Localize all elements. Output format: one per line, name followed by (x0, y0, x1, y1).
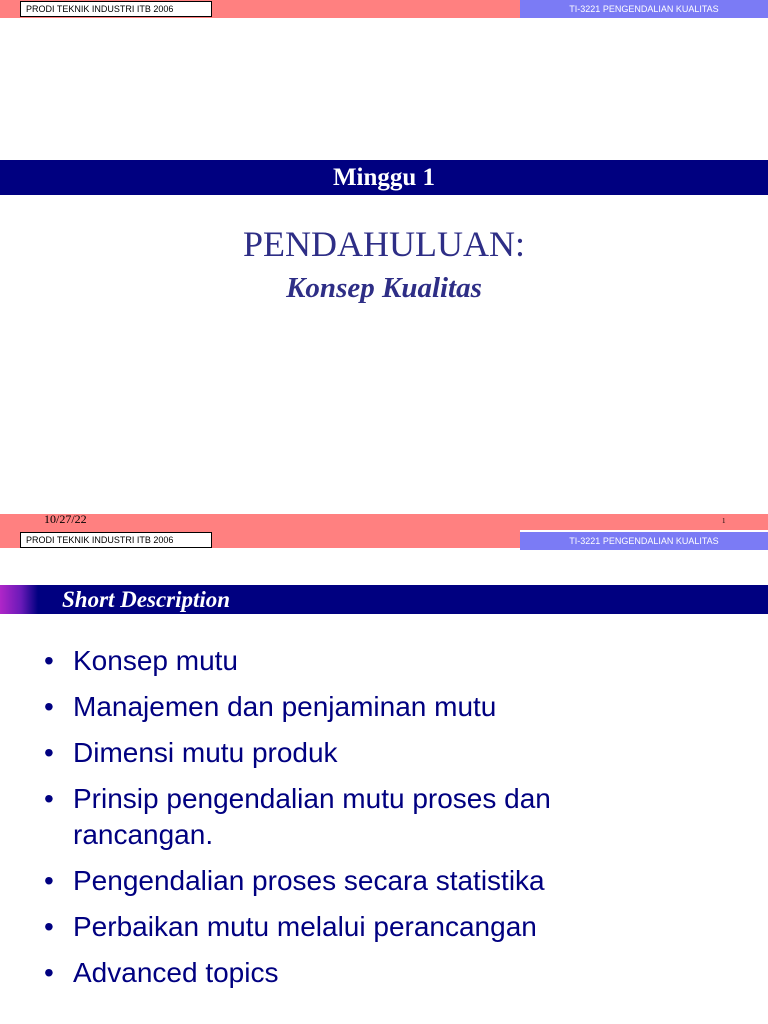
footer-date: 10/27/22 (44, 512, 87, 526)
heading-bar: Minggu 1 (0, 160, 768, 195)
section-title: Short Description (62, 587, 231, 612)
footer-page-number: 1 (722, 517, 726, 525)
bullet-dot-icon: • (44, 737, 54, 768)
bullet-dot-icon: • (44, 865, 54, 896)
bullet-item (44, 735, 744, 771)
header-right-label: TI-3221 PENGENDALIAN KUALITAS (520, 0, 768, 18)
bullet-text: Manajemen dan penjaminan mutu (73, 691, 497, 722)
bullet-item (44, 643, 744, 679)
bullet-dot-icon: • (44, 957, 54, 988)
bullet-text: Prinsip pengendalian mutu proses dan rancangan. (73, 783, 551, 850)
bullet-text: Perbaikan mutu melalui perancangan (73, 911, 537, 942)
header-left-label: PRODI TEKNIK INDUSTRI ITB 2006 (20, 532, 212, 548)
bullet-dot-icon: • (44, 783, 54, 814)
bullet-dot-icon: • (44, 645, 54, 676)
bullet-item (44, 955, 744, 991)
slide-title: PENDAHULUAN: (243, 224, 525, 264)
header-right-label: TI-3221 PENGENDALIAN KUALITAS (520, 532, 768, 550)
slide-subtitle: Konsep Kualitas (286, 272, 482, 304)
footer-bar (0, 514, 768, 530)
bullet-text: Dimensi mutu produk (73, 737, 338, 768)
bullet-dot-icon: • (44, 911, 54, 942)
bullet-text: Advanced topics (73, 957, 279, 988)
bullet-list (44, 643, 744, 1001)
bullet-text: Pengendalian proses secara statistika (73, 865, 545, 896)
header-left-label: PRODI TEKNIK INDUSTRI ITB 2006 (20, 1, 212, 17)
section-accent (0, 585, 38, 614)
bullet-dot-icon: • (44, 691, 54, 722)
bullet-item (44, 689, 744, 725)
bullet-item (44, 863, 744, 899)
bullet-text: Konsep mutu (73, 645, 238, 676)
bullet-item (44, 909, 744, 945)
bullet-item (44, 781, 663, 853)
